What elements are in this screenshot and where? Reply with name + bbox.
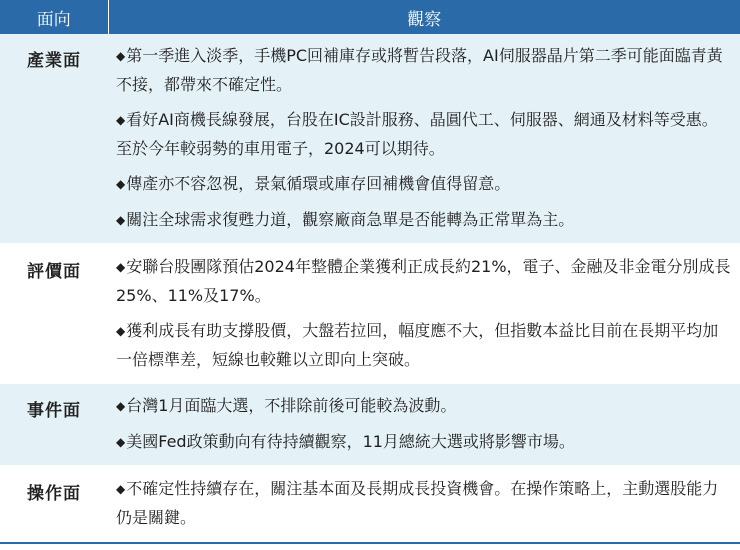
observation-text: 美國Fed政策動向有待持續觀察，11月總統大選或將影響市場。 (126, 432, 575, 451)
observation-point (116, 475, 732, 532)
observation-point (116, 42, 732, 99)
row-observations (108, 383, 740, 466)
diamond-bullet-icon: ◆ (116, 113, 126, 127)
row-observations (108, 244, 740, 383)
diamond-bullet-icon: ◆ (116, 260, 126, 274)
row-observations (108, 34, 740, 244)
observation-text: 看好AI商機長線發展，台股在IC設計服務、晶圓代工、伺服器、網通及材料等受惠。至於今年較弱勢的車用電子，2024可以期待。 (116, 110, 718, 158)
diamond-bullet-icon: ◆ (116, 213, 126, 227)
row-aspect: 評價面 (0, 244, 108, 383)
diamond-bullet-icon: ◆ (116, 482, 126, 496)
diamond-bullet-icon: ◆ (116, 324, 126, 338)
observation-point (116, 106, 732, 163)
table-row (0, 383, 740, 466)
row-observations (108, 466, 740, 541)
table-row (0, 466, 740, 541)
row-aspect: 事件面 (0, 383, 108, 466)
row-aspect: 操作面 (0, 466, 108, 541)
observation-point (116, 206, 732, 235)
observation-point (116, 170, 732, 199)
observation-text: 不確定性持續存在，關注基本面及長期成長投資機會。在操作策略上，主動選股能力仍是關鍵。 (116, 479, 719, 527)
observation-text: 傳產亦不容忽視，景氣循環或庫存回補機會值得留意。 (126, 174, 511, 193)
diamond-bullet-icon: ◆ (116, 49, 126, 63)
header-aspect: 面向 (0, 0, 108, 34)
diamond-bullet-icon: ◆ (116, 399, 126, 413)
observation-point (116, 317, 732, 374)
table-header (0, 0, 740, 34)
bottom-rule (0, 542, 740, 544)
observation-text: 關注全球需求復甦力道，觀察廠商急單是否能轉為正常單為主。 (126, 210, 575, 229)
diamond-bullet-icon: ◆ (116, 177, 126, 191)
table-body (0, 34, 740, 541)
table-row (0, 244, 740, 383)
table-row (0, 34, 740, 244)
observation-text: 安聯台股團隊預估2024年整體企業獲利正成長約21%，電子、金融及非金電分別成長25%、11%及17%。 (116, 257, 731, 305)
observation-text: 獲利成長有助支撐股價，大盤若拉回，幅度應不大，但指數本益比目前在長期平均加一倍標準差，短線也較難以立即向上突破。 (116, 321, 719, 369)
observation-text: 台灣1月面臨大選，不排除前後可能較為波動。 (126, 396, 457, 415)
row-aspect: 產業面 (0, 34, 108, 244)
observation-text: 第一季進入淡季，手機PC回補庫存或將暫告段落，AI伺服器晶片第二季可能面臨青黃不接，都帶來不確定性。 (116, 46, 723, 94)
header-observation: 觀察 (108, 0, 740, 34)
observation-point (116, 428, 732, 457)
diamond-bullet-icon: ◆ (116, 435, 126, 449)
observation-point (116, 253, 732, 310)
observation-point (116, 392, 732, 421)
